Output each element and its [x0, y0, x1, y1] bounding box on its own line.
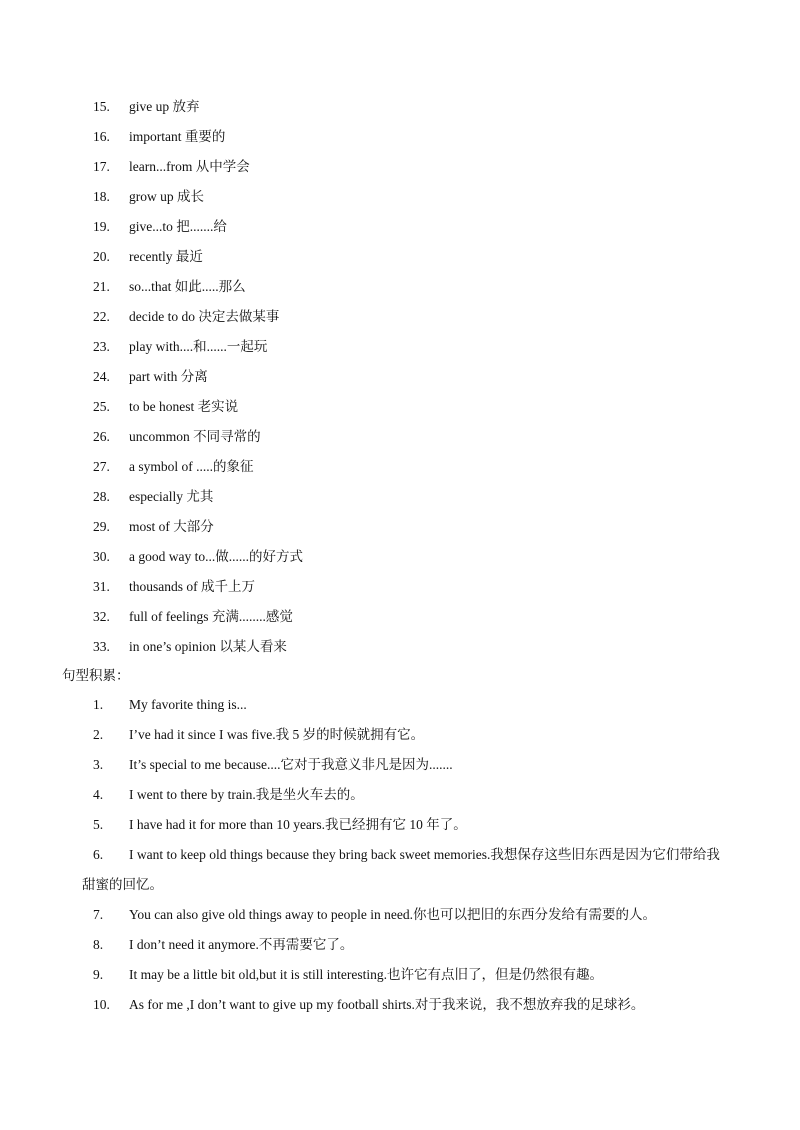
item-number: 3. [93, 757, 104, 772]
item-text: It’s special to me because....它对于我意义非凡是因为....... [129, 757, 453, 772]
item-number: 16. [93, 129, 110, 144]
item-text: learn...from 从中学会 [129, 159, 250, 174]
item-number: 19. [93, 219, 110, 234]
vocab-item [0, 602, 800, 632]
item-text: a good way to...做......的好方式 [129, 549, 303, 564]
item-text: especially 尤其 [129, 489, 214, 504]
item-text: part with 分离 [129, 369, 208, 384]
vocab-item [0, 482, 800, 512]
item-text: I went to there by train.我是坐火车去的。 [129, 787, 364, 802]
item-text: grow up 成长 [129, 189, 204, 204]
section-heading: 句型积累： [62, 668, 130, 683]
item-number: 21. [93, 279, 110, 294]
vocab-item [0, 272, 800, 302]
item-text: I’ve had it since I was five.我 5 岁的时候就拥有它。 [129, 727, 425, 742]
item-number: 25. [93, 399, 110, 414]
item-text: give up 放弃 [129, 99, 200, 114]
sentence-list [0, 690, 800, 1020]
item-text: full of feelings 充满........感觉 [129, 609, 293, 624]
item-text: I don’t need it anymore.不再需要它了。 [129, 937, 354, 952]
vocab-item [0, 152, 800, 182]
item-number: 8. [93, 937, 104, 952]
item-text: give...to 把.......给 [129, 219, 227, 234]
item-text: It may be a little bit old,but it is still interesting.也许它有点旧了，但是仍然很有趣。 [129, 967, 603, 982]
vocab-item [0, 422, 800, 452]
item-number: 33. [93, 639, 110, 654]
item-text: recently 最近 [129, 249, 203, 264]
item-text: in one’s opinion 以某人看来 [129, 639, 287, 654]
item-number: 29. [93, 519, 110, 534]
item-number: 26. [93, 429, 110, 444]
item-text: thousands of 成千上万 [129, 579, 255, 594]
item-number: 31. [93, 579, 110, 594]
sentence-item [0, 720, 800, 750]
item-number: 6. [93, 847, 104, 862]
item-number: 10. [93, 997, 110, 1012]
sentence-item [0, 750, 800, 780]
item-number: 22. [93, 309, 110, 324]
item-text: You can also give old things away to people in need.你也可以把旧的东西分发给有需要的人。 [129, 907, 656, 922]
item-number: 7. [93, 907, 104, 922]
sentence-item [0, 780, 800, 810]
item-number: 4. [93, 787, 104, 802]
vocab-item [0, 182, 800, 212]
item-number: 2. [93, 727, 104, 742]
vocab-item [0, 512, 800, 542]
item-number: 18. [93, 189, 110, 204]
item-text: play with....和......一起玩 [129, 339, 268, 354]
sentence-item [0, 900, 800, 930]
item-number: 23. [93, 339, 110, 354]
vocab-item [0, 122, 800, 152]
item-number: 15. [93, 99, 110, 114]
sentence-item [0, 810, 800, 840]
item-number: 30. [93, 549, 110, 564]
item-text: As for me ,I don’t want to give up my football shirts.对于我来说，我不想放弃我的足球衫。 [129, 997, 645, 1012]
item-number: 24. [93, 369, 110, 384]
vocab-item [0, 92, 800, 122]
vocab-item [0, 392, 800, 422]
vocab-item [0, 452, 800, 482]
vocab-item [0, 632, 800, 662]
item-number: 5. [93, 817, 104, 832]
sentence-item [0, 930, 800, 960]
vocab-item [0, 362, 800, 392]
vocab-item [0, 542, 800, 572]
item-text: My favorite thing is... [129, 697, 247, 712]
item-number: 17. [93, 159, 110, 174]
sentence-item [0, 840, 800, 900]
item-text: I have had it for more than 10 years.我已经拥有它 10 年了。 [129, 817, 467, 832]
item-number: 1. [93, 697, 104, 712]
item-text: to be honest 老实说 [129, 399, 239, 414]
sentence-item [0, 990, 800, 1020]
vocab-item [0, 332, 800, 362]
item-text: decide to do 决定去做某事 [129, 309, 280, 324]
item-text: uncommon 不同寻常的 [129, 429, 261, 444]
sentence-item [0, 960, 800, 990]
item-number: 20. [93, 249, 110, 264]
vocab-item [0, 242, 800, 272]
item-number: 9. [93, 967, 104, 982]
item-text: a symbol of .....的象征 [129, 459, 254, 474]
item-text: so...that 如此.....那么 [129, 279, 246, 294]
item-text: important 重要的 [129, 129, 226, 144]
vocabulary-list [0, 92, 800, 662]
item-number: 32. [93, 609, 110, 624]
item-text: most of 大部分 [129, 519, 214, 534]
vocab-item [0, 212, 800, 242]
item-number: 28. [93, 489, 110, 504]
vocab-item [0, 302, 800, 332]
item-number: 27. [93, 459, 110, 474]
vocab-item [0, 572, 800, 602]
sentence-item [0, 690, 800, 720]
item-text: I want to keep old things because they bring back sweet memories.我想保存这些旧东西是因为它们带给我甜蜜的回忆。 [82, 847, 720, 892]
